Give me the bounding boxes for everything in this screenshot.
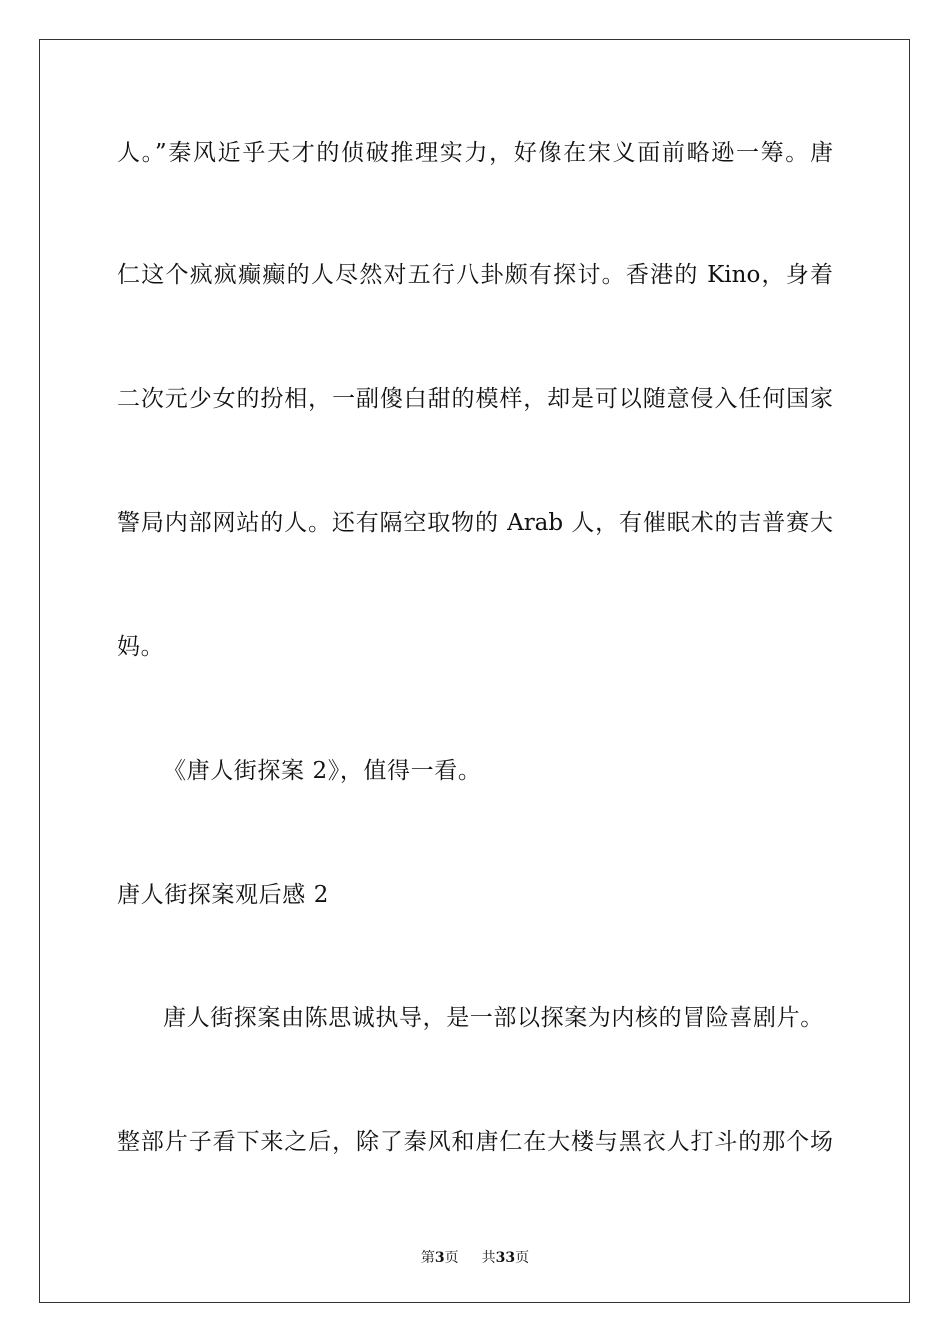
footer-total-prefix: 共 [481,1250,496,1266]
page-border [39,39,910,1303]
body-line-3: 二次元少女的扮相，一副傻白甜的模样，却是可以随意侵入任何国家 [117,386,833,412]
para2-line-2: 整部片子看下来之后，除了秦风和唐仁在大楼与黑衣人打斗的那个场 [117,1129,833,1155]
closing-line: 《唐人街探案 2》，值得一看。 [163,758,482,784]
para2-line-1: 唐人街探案由陈思诚执导，是一部以探案为内核的冒险喜剧片。 [163,1005,824,1031]
footer-page-suffix: 页 [444,1250,459,1266]
body-line-1: 人。”秦风近乎天才的侦破推理实力，好像在宋义面前略逊一筹。唐 [117,140,833,166]
body-line-4: 警局内部网站的人。还有隔空取物的 Arab 人，有催眠术的吉普赛大 [117,510,833,536]
footer-total-number: 33 [495,1250,516,1266]
page-footer [0,1248,950,1268]
body-line-5: 妈。 [117,634,165,660]
footer-page-number: 3 [434,1250,445,1266]
footer-page-prefix: 第 [420,1250,435,1266]
body-line-2: 仁这个疯疯癫癫的人尽然对五行八卦颇有探讨。香港的 Kino，身着 [117,262,833,288]
section-heading: 唐人街探案观后感 2 [117,882,329,908]
footer-total-suffix: 页 [515,1250,530,1266]
